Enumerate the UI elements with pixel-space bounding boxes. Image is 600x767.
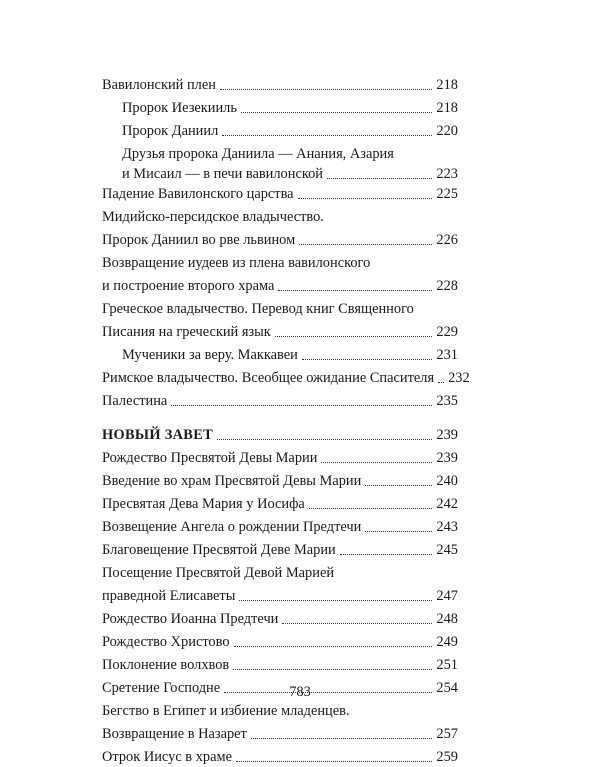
dot-leader bbox=[309, 508, 433, 509]
toc-entry[interactable] bbox=[102, 494, 458, 514]
dot-leader bbox=[321, 462, 432, 463]
dot-leader bbox=[241, 112, 432, 113]
dot-leader bbox=[171, 405, 432, 406]
toc-entry[interactable] bbox=[102, 207, 458, 250]
toc-entry[interactable] bbox=[102, 517, 458, 537]
toc-entry-title-line1: Друзья пророка Даниила — Анания, Азария bbox=[122, 146, 394, 162]
toc-entry-page: 232 bbox=[448, 370, 470, 386]
dot-leader bbox=[233, 669, 432, 670]
toc-entry-title: Рождество Пресвятой Девы Марии bbox=[102, 450, 318, 466]
dot-leader bbox=[251, 738, 433, 739]
toc-entry-title: Рождество Христово bbox=[102, 634, 230, 650]
toc-entry[interactable] bbox=[102, 253, 458, 296]
toc-entry-page: 251 bbox=[436, 657, 458, 673]
dot-leader bbox=[298, 198, 433, 199]
toc-entry-page: 218 bbox=[436, 77, 458, 93]
dot-leader bbox=[222, 135, 432, 136]
toc-entry-page: 259 bbox=[436, 749, 458, 765]
toc-entry[interactable] bbox=[102, 345, 458, 365]
table-of-contents bbox=[102, 75, 470, 767]
toc-entry[interactable] bbox=[102, 391, 458, 411]
toc-entry[interactable] bbox=[102, 563, 458, 606]
dot-leader bbox=[438, 382, 444, 383]
dot-leader bbox=[239, 600, 432, 601]
toc-entry-page: 239 bbox=[436, 450, 458, 466]
toc-entry-title-line1: Греческое владычество. Перевод книг Священного bbox=[102, 301, 414, 317]
toc-entry[interactable] bbox=[102, 701, 458, 744]
toc-entry-title: Пресвятая Дева Мария у Иосифа bbox=[102, 496, 305, 512]
toc-entry-title: Отрок Иисус в храме bbox=[102, 749, 232, 765]
toc-entry-page: 235 bbox=[436, 393, 458, 409]
toc-entry-title: Сретение Господне bbox=[102, 680, 221, 696]
toc-entry-page: 254 bbox=[436, 680, 458, 696]
toc-entry-page: 218 bbox=[436, 100, 458, 116]
toc-entry-page: 240 bbox=[436, 473, 458, 489]
toc-entry-title-line2: Пророк Даниил во рве львином bbox=[102, 232, 296, 248]
toc-entry[interactable] bbox=[102, 184, 458, 204]
toc-entry-page: 220 bbox=[436, 123, 458, 139]
toc-entry-title: Введение во храм Пресвятой Девы Марии bbox=[102, 473, 362, 489]
toc-entry-page: 242 bbox=[436, 496, 458, 512]
dot-leader bbox=[340, 554, 433, 555]
dot-leader bbox=[234, 646, 433, 647]
toc-entry[interactable] bbox=[102, 540, 458, 560]
toc-section-heading[interactable] bbox=[102, 425, 458, 445]
toc-entry[interactable] bbox=[102, 75, 458, 95]
toc-entry-title-line2: и Мисаил — в печи вавилонской bbox=[122, 166, 323, 182]
toc-entry-page: 231 bbox=[436, 347, 458, 363]
toc-entry-title: Римское владычество. Всеобщее ожидание Спасителя bbox=[102, 370, 435, 386]
dot-leader bbox=[299, 244, 432, 245]
toc-entry-title-line1: Возвращение иудеев из плена вавилонского bbox=[102, 255, 371, 271]
toc-entry-title: Пророк Иезекииль bbox=[122, 100, 237, 116]
toc-entry-title: Пророк Даниил bbox=[122, 123, 219, 139]
toc-entry[interactable] bbox=[102, 144, 458, 184]
toc-entry-page: 247 bbox=[436, 588, 458, 604]
toc-entry-page: 245 bbox=[436, 542, 458, 558]
toc-entry-page: 229 bbox=[436, 324, 458, 340]
toc-entry-title-line2: праведной Елисаветы bbox=[102, 588, 236, 604]
toc-entry[interactable] bbox=[102, 609, 458, 629]
toc-entry-page: 228 bbox=[436, 278, 458, 294]
toc-entry-title: Палестина bbox=[102, 393, 168, 409]
toc-entry-page: 249 bbox=[436, 634, 458, 650]
toc-entry[interactable] bbox=[102, 747, 458, 767]
toc-entry[interactable] bbox=[102, 299, 458, 342]
toc-entry[interactable] bbox=[102, 448, 458, 468]
toc-entry-title: Вавилонский плен bbox=[102, 77, 216, 93]
toc-entry-page: 226 bbox=[436, 232, 458, 248]
dot-leader bbox=[236, 761, 432, 762]
dot-leader bbox=[302, 359, 433, 360]
toc-entry-page: 223 bbox=[436, 166, 458, 182]
toc-entry-title: Падение Вавилонского царства bbox=[102, 186, 294, 202]
toc-entry-title: Мученики за веру. Маккавеи bbox=[122, 347, 298, 363]
toc-entry-page: 239 bbox=[436, 427, 458, 443]
toc-entry-page: 257 bbox=[436, 726, 458, 742]
toc-entry-title-line1: Бегство в Египет и избиение младенцев. bbox=[102, 703, 350, 719]
toc-entry-title-line2: Возвращение в Назарет bbox=[102, 726, 247, 742]
toc-entry[interactable] bbox=[102, 98, 458, 118]
toc-entry-title: Рождество Иоанна Предтечи bbox=[102, 611, 279, 627]
page-number: 783 bbox=[289, 684, 311, 700]
dot-leader bbox=[220, 89, 432, 90]
toc-section-title: НОВЫЙ ЗАВЕТ bbox=[102, 427, 213, 443]
toc-entry-page: 248 bbox=[436, 611, 458, 627]
dot-leader bbox=[217, 439, 432, 440]
toc-entry-title: Возвещение Ангела о рождении Предтечи bbox=[102, 519, 362, 535]
toc-entry-title-line1: Мидийско-персидское владычество. bbox=[102, 209, 324, 225]
toc-entry-title-line1: Посещение Пресвятой Девой Марией bbox=[102, 565, 335, 581]
dot-leader bbox=[365, 485, 432, 486]
toc-entry-title-line2: и построение второго храма bbox=[102, 278, 275, 294]
toc-entry-title: Благовещение Пресвятой Деве Марии bbox=[102, 542, 336, 558]
toc-entry[interactable] bbox=[102, 121, 458, 141]
toc-entry[interactable] bbox=[102, 655, 458, 675]
dot-leader bbox=[278, 290, 432, 291]
toc-entry-page: 243 bbox=[436, 519, 458, 535]
toc-entry[interactable] bbox=[102, 368, 470, 388]
dot-leader bbox=[365, 531, 432, 532]
toc-entry-page: 225 bbox=[436, 186, 458, 202]
toc-entry[interactable] bbox=[102, 471, 458, 491]
dot-leader bbox=[327, 178, 432, 179]
toc-entry[interactable] bbox=[102, 632, 458, 652]
dot-leader bbox=[282, 623, 432, 624]
dot-leader bbox=[275, 336, 433, 337]
toc-entry-title-line2: Писания на греческий язык bbox=[102, 324, 271, 340]
toc-entry-title: Поклонение волхвов bbox=[102, 657, 230, 673]
